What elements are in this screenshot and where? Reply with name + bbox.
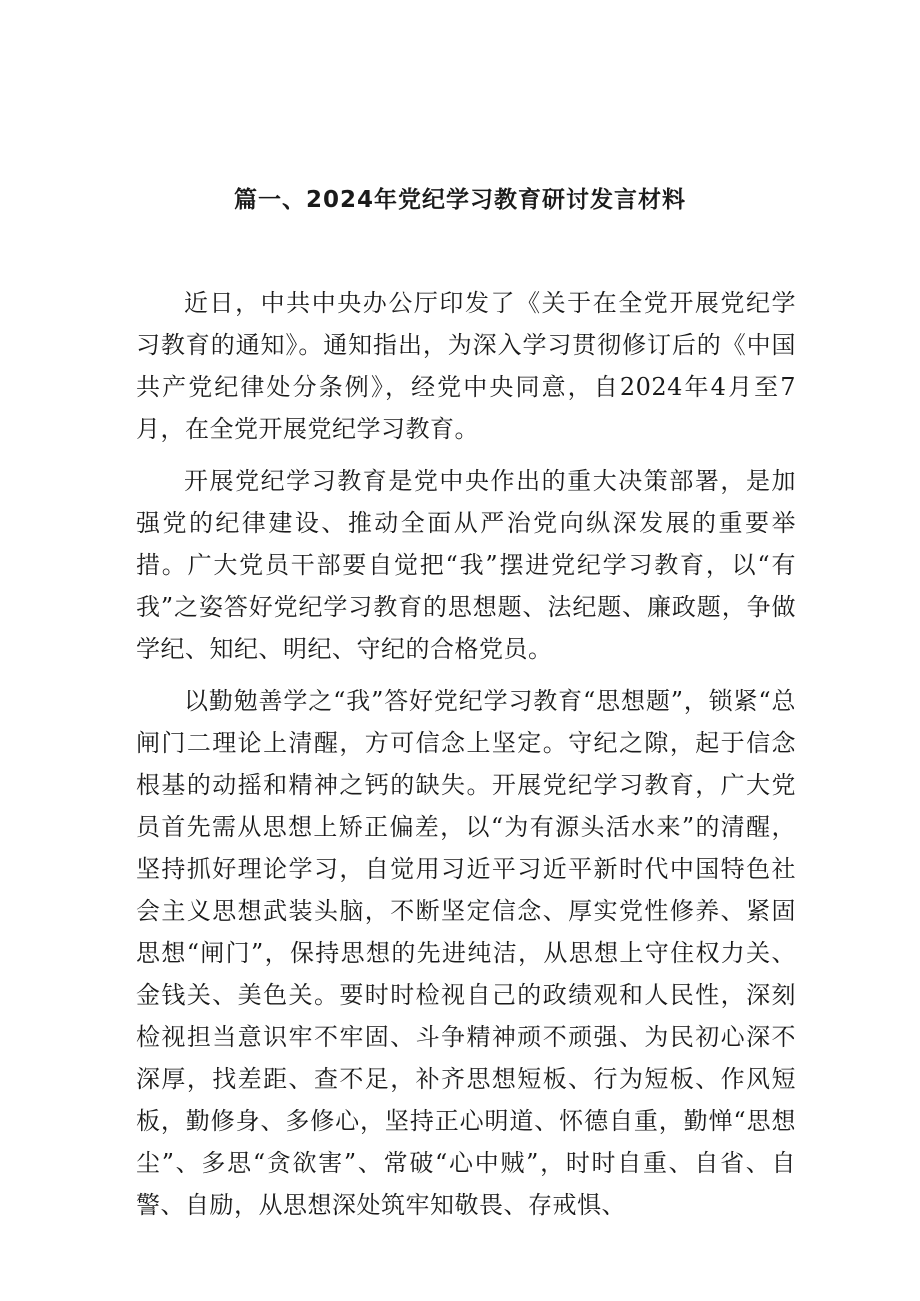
paragraph-1: 近日，中共中央办公厅印发了《关于在全党开展党纪学习教育的通知》。通知指出，为深入学习贯彻修订后的《中国共产党纪律处分条例》，经党中央同意，自2024年4月至7月，在全党开展党纪学习教育。 (136, 289, 796, 443)
document-body (136, 282, 796, 1236)
paragraph-3: 以勤勉善学之“我”答好党纪学习教育“思想题”，锁紧“总闸门二理论上清醒，方可信念上坚定。守纪之隙，起于信念根基的动摇和精神之钙的缺失。开展党纪学习教育，广大党员首先需从思想上矫正偏差，以“为有源头活水来”的清醒，坚持抓好理论学习，自觉用习近平习近平新时代中国特色社会主义思想武装头脑，不断坚定信念、厚实党性修养、紧固思想“闸门”，保持思想的先进纯洁，从思想上守住权力关、金钱关、美色关。要时时检视自己的政绩观和人民性，深刻检视担当意识牢不牢固、斗争精神顽不顽强、为民初心深不深厚，找差距、查不足，补齐思想短板、行为短板、作风短板，勤修身、多修心，坚持正心明道、怀德自重，勤惮“思想尘”、多思“贪欲害”、常破“心中贼”，时时自重、自省、自警、自励，从思想深处筑牢知敬畏、存戒惧、 (136, 687, 796, 1219)
paragraph-2: 开展党纪学习教育是党中央作出的重大决策部署，是加强党的纪律建设、推动全面从严治党向纵深发展的重要举措。广大党员干部要自觉把“我”摆进党纪学习教育，以“有我”之姿答好党纪学习教育的思想题、法纪题、廉政题，争做学纪、知纪、明纪、守纪的合格党员。 (136, 467, 796, 663)
document-title: 篇一、2024年党纪学习教育研讨发言材料 (233, 187, 686, 213)
